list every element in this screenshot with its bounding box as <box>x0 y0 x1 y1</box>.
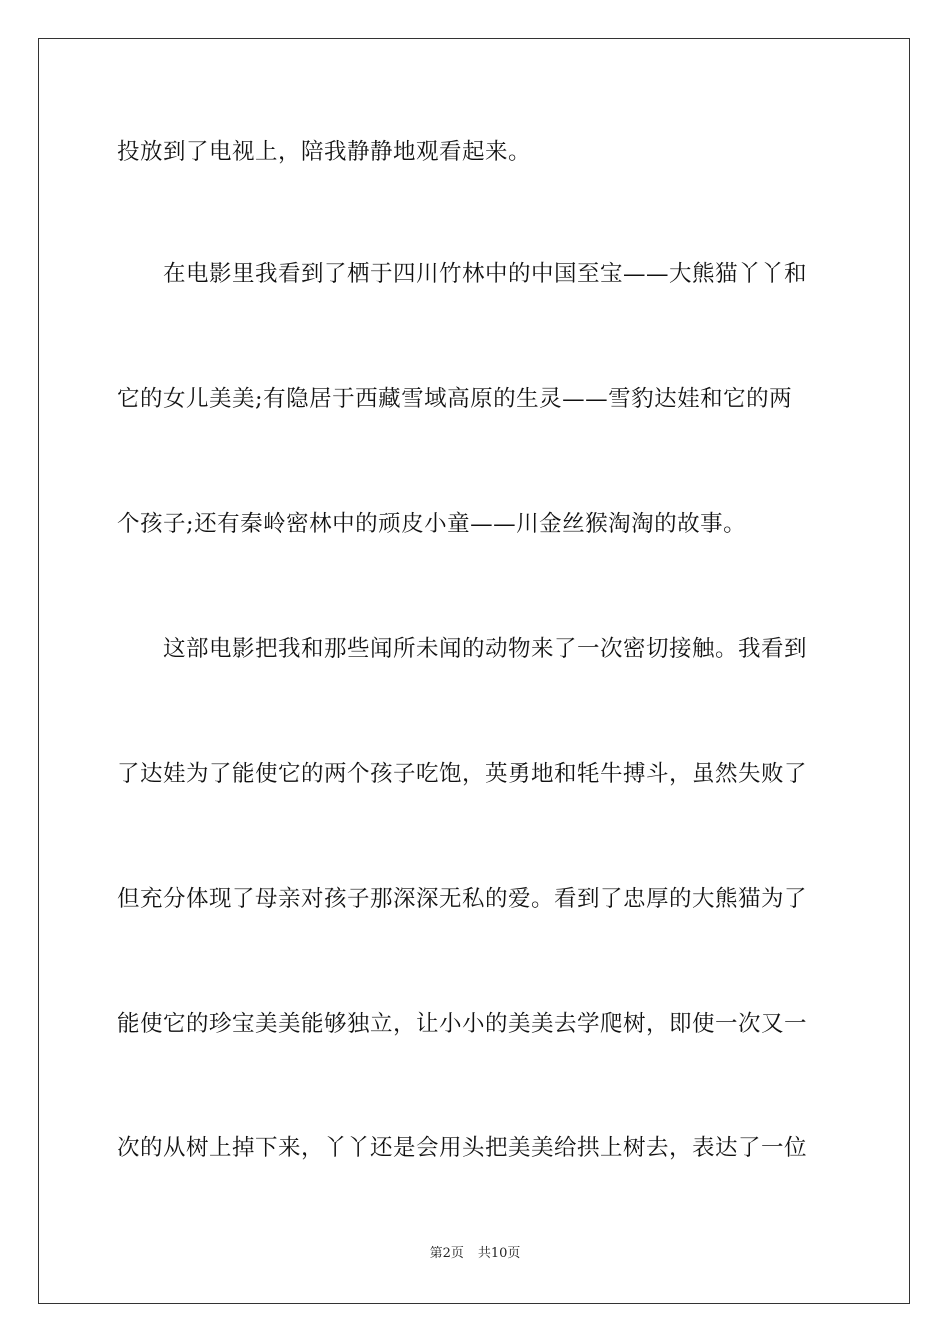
text-line: 能使它的珍宝美美能够独立，让小小的美美去学爬树，即使一次又一 <box>117 1011 808 1037</box>
text-line: 投放到了电视上，陪我静静地观看起来。 <box>117 139 532 165</box>
page-footer <box>0 1245 950 1263</box>
text-line: 了达娃为了能使它的两个孩子吃饱，英勇地和牦牛搏斗，虽然失败了 <box>117 761 808 787</box>
text-line: 但充分体现了母亲对孩子那深深无私的爱。看到了忠厚的大熊猫为了 <box>117 886 808 912</box>
text-line: 它的女儿美美;有隐居于西藏雪域高原的生灵——雪豹达娃和它的两 <box>117 386 793 412</box>
page-number: 第2页 <box>429 1246 464 1261</box>
paragraph-start-line: 在电影里我看到了栖于四川竹林中的中国至宝——大熊猫丫丫和 <box>163 261 808 287</box>
paragraph-start-line: 这部电影把我和那些闻所未闻的动物来了一次密切接触。我看到 <box>163 636 808 662</box>
text-line: 次的从树上掉下来，丫丫还是会用头把美美给拱上树去，表达了一位 <box>117 1135 808 1161</box>
text-line: 个孩子;还有秦岭密林中的顽皮小童——川金丝猴淘淘的故事。 <box>117 511 747 537</box>
page-border <box>38 38 910 1304</box>
page-total: 共10页 <box>477 1246 521 1261</box>
